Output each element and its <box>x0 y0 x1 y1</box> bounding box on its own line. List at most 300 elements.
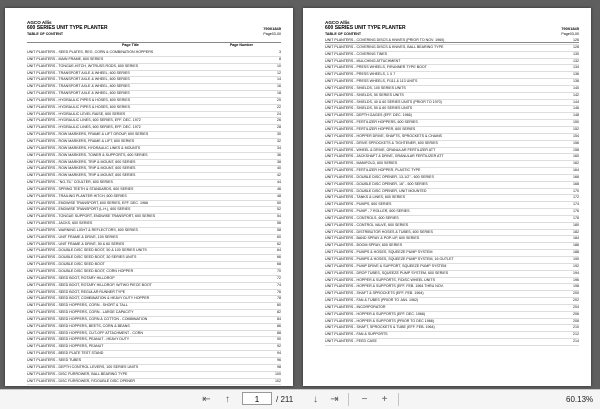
toc-row[interactable] <box>325 291 579 298</box>
toc-entry-page: 12 <box>277 70 281 75</box>
toc-entry-page: 78 <box>277 296 281 301</box>
toc-row[interactable] <box>325 305 579 312</box>
toc-entry-title: UNIT PLANTERS - DISC FURROWER, F/DOUBLE DISC OPENER <box>27 378 135 383</box>
toc-entry-title: UNIT PLANTERS - "NO-TIL" COULTER, 600 SERIES <box>27 180 113 185</box>
zoom-in-icon[interactable]: + <box>381 394 388 405</box>
toc-entry-title: UNIT PLANTERS - ROW MARKERS, FRAME & LIFT, 600 SERIES <box>27 138 135 143</box>
toc-row[interactable] <box>325 230 579 237</box>
toc-entry-page: 62 <box>277 241 281 246</box>
toc-entry-page: 152 <box>573 126 579 131</box>
toc-entry-page: 94 <box>277 351 281 356</box>
toc-entry-page: 128 <box>573 44 579 49</box>
toc-entry-title: UNIT PLANTERS - FAN & TUBES (PRIOR TO JAN. 1962) <box>325 298 419 303</box>
toc-row[interactable] <box>325 209 579 216</box>
toc-entry-title: UNIT PLANTERS - SEED TUBES <box>27 357 82 362</box>
part-number: 79001845 <box>263 26 281 31</box>
toc-entry-page: 196 <box>573 277 579 282</box>
toc-row[interactable] <box>325 278 579 285</box>
toc-row[interactable] <box>27 98 281 105</box>
toc-entry-title: UNIT PLANTERS - SEED HOPPERS, PEANUT <box>27 344 104 349</box>
toc-entry-page: 172 <box>573 195 579 200</box>
toc-row[interactable] <box>325 168 579 175</box>
toc-entry-page: 160 <box>573 154 579 159</box>
toc-entry-page: 162 <box>573 161 579 166</box>
toc-entry-title: UNIT PLANTERS - DOUBLE DISC OPENER, 16" - 600 SERIES <box>325 181 428 186</box>
next-page-icon[interactable]: ↓ <box>313 394 318 405</box>
toc-row[interactable] <box>325 257 579 264</box>
toc-row[interactable] <box>27 262 281 269</box>
toc-entry-title: UNIT PLANTERS - SEED BOOT, REGULAR RUNNER TYPE <box>27 289 126 294</box>
toc-entry-title: UNIT PLANTERS - TRANSPORT AXLE & WHEEL, 600 SERIES <box>27 91 130 96</box>
toc-entry-title: UNIT PLANTERS - DOUBLE DISC OPENER, 13-1/2" - 600 SERIES <box>325 174 434 179</box>
toc-entry-title: UNIT PLANTERS - HOPPER & SUPPORTS, F/DISC WHEEL UNITS <box>325 277 435 282</box>
toc-entry-title: UNIT PLANTERS - SEED HOPPERS, CUT-OFF ATTACHMENT - CORN <box>27 330 143 335</box>
toc-entry-title: UNIT PLANTERS - DISC FURROWER, BALL BEARING TYPE <box>27 371 128 376</box>
toc-entry-page: 206 <box>573 311 579 316</box>
toc-entry-page: 14 <box>277 77 281 82</box>
toc-entry-title: UNIT PLANTERS - ROW MARKERS, TRIP & MOUNT, 600 SERIES <box>27 166 136 171</box>
toc-row[interactable] <box>325 65 579 72</box>
page-range: Page03-00 <box>263 32 281 36</box>
toc-entry-page: 46 <box>277 186 281 191</box>
column-header-page: Page Number <box>229 43 253 47</box>
toc-entry-title: UNIT PLANTERS - SEED BOOT, ROTARY HILLDROP <box>27 275 115 280</box>
toc-row[interactable] <box>27 235 281 242</box>
toc-entry-page: 88 <box>277 330 281 335</box>
toc-entry-page: 168 <box>573 181 579 186</box>
toc-entry-page: 204 <box>573 304 579 309</box>
toc-entry-title: UNIT PLANTERS - PUMPS, 600 SERIES <box>325 202 392 207</box>
toc-entry-page: 50 <box>277 200 281 205</box>
toc-row[interactable] <box>27 57 281 64</box>
toc-row[interactable] <box>27 358 281 365</box>
document-page-right <box>303 8 591 386</box>
toc-entry-page: 86 <box>277 323 281 328</box>
toc-entry-page: 146 <box>573 106 579 111</box>
toc-row[interactable] <box>325 175 579 182</box>
toc-row[interactable] <box>325 154 579 161</box>
toc-row[interactable] <box>325 38 579 45</box>
toc-entry-title: UNIT PLANTERS - SEED HOPPERS, CORN - SHORT & TALL <box>27 303 128 308</box>
toc-entry-title: UNIT PLANTERS - SHIELDS, 100 SERIES UNITS <box>325 85 406 90</box>
toc-entry-page: 142 <box>573 92 579 97</box>
toc-entry-page: 166 <box>573 174 579 179</box>
zoom-out-icon[interactable]: − <box>361 394 368 405</box>
column-header-title: Page Title <box>122 43 139 47</box>
toc-entry-title: UNIT PLANTERS - HYDRAULIC LINES, 600 SERIES, EFF. DEC. 1972 <box>27 125 141 130</box>
toc-row[interactable] <box>27 324 281 331</box>
toc-entry-title: UNIT PLANTERS - DROP TUBES, SQUEEZE PUMP SYSTEM, 600 SERIES <box>325 270 449 275</box>
first-page-icon[interactable]: ⇤ <box>202 394 211 405</box>
toc-entry-title: UNIT PLANTERS - DISTRIBUTOR HOSES & TUBES, 600 SERIES <box>325 229 433 234</box>
toc-entry-page: 102 <box>275 378 281 383</box>
toc-row[interactable] <box>27 283 281 290</box>
toc-row[interactable] <box>325 264 579 271</box>
toc-heading: TABLE OF CONTENT <box>27 32 64 36</box>
toc-row[interactable] <box>27 276 281 283</box>
toc-entry-page: 22 <box>277 104 281 109</box>
toc-entry-page: 164 <box>573 168 579 173</box>
toc-entry-title: UNIT PLANTERS - SEED HOPPERS, CORN & COTTON - COMBINATION <box>27 316 148 321</box>
toc-entry-page: 182 <box>573 229 579 234</box>
toc-entry-title: UNIT PLANTERS - FERTILIZER HOPPER, PLASTIC TYPE <box>325 168 421 173</box>
toc-entry-title: UNIT PLANTERS - TRAILING PLANTER HITCH, 600 SERIES <box>27 193 127 198</box>
toc-entry-page: 136 <box>573 72 579 77</box>
toc-entry-title: UNIT PLANTERS - SEED BOOT, COMBINATION & HEAVY DUTY HOPPER <box>27 296 150 301</box>
toc-entry-page: 56 <box>277 221 281 226</box>
toc-row[interactable] <box>27 379 281 386</box>
toc-row[interactable] <box>325 93 579 100</box>
toc-entry-title: UNIT PLANTERS - CONTROL VALVE, 600 SERIES <box>325 222 409 227</box>
toc-entry-title: UNIT PLANTERS - FERTILIZER HOPPERS, 600 SERIES <box>325 120 418 125</box>
toc-entry-title: UNIT PLANTERS - PUMPS & HOSES, SQUEEZE PUMP SYSTEM, 16 OUTLET <box>325 257 454 261</box>
toc-entry-page: 42 <box>277 173 281 178</box>
toc-entry-page: 48 <box>277 193 281 198</box>
toc-entry-page: 68 <box>277 262 281 267</box>
toc-entry-title: UNIT PLANTERS - SEED HOPPERS, CORN - LARGE CAPACITY <box>27 310 134 315</box>
toc-entry-title: UNIT PLANTERS - PUMP DRIVE & SUPPORT, SQUEEZE PUMP SYSTEM <box>325 263 447 268</box>
toc-entry-page: 212 <box>573 332 579 337</box>
toc-entry-page: 40 <box>277 166 281 171</box>
toc-entry-title: UNIT PLANTERS - HYDRAULIC LEVEL RAISE, 600 SERIES <box>27 111 126 116</box>
toc-row[interactable] <box>27 173 281 180</box>
toc-row[interactable] <box>325 195 579 202</box>
toc-row[interactable] <box>27 269 281 276</box>
toc-entry-title: UNIT PLANTERS - HYDRAULIC PIPES & HOSES, 600 SERIES <box>27 97 130 102</box>
toc-entry-title: UNIT PLANTERS - SEED HOPPERS, BEETS, CORN & BEANS <box>27 323 130 328</box>
toc-entry-page: 18 <box>277 91 281 96</box>
toc-row[interactable] <box>325 325 579 332</box>
toc-row[interactable] <box>27 255 281 262</box>
toc-row[interactable] <box>325 312 579 319</box>
toc-row[interactable] <box>27 248 281 255</box>
toc-column-headers <box>27 43 281 49</box>
toc-row[interactable] <box>27 50 281 57</box>
toc-row[interactable] <box>27 310 281 317</box>
toc-entry-page: 70 <box>277 269 281 273</box>
toc-entry-page: 74 <box>277 282 281 287</box>
toc-entry-title: UNIT PLANTERS - TONGUE SUPPORT, ENDWISE TRANSPORT, 600 SERIES <box>27 214 156 219</box>
toc-row[interactable] <box>27 337 281 344</box>
toc-entry-page: 184 <box>573 236 579 241</box>
toc-entry-title: UNIT PLANTERS - TRANSPORT AXLE & WHEEL, 600 SERIES <box>27 70 130 75</box>
toc-entry-title: UNIT PLANTERS - DOUBLE DISC SEED BOOT, CORN HOPPER <box>27 269 134 273</box>
toc-entry-title: UNIT PLANTERS - FAN & SUPPORTS <box>325 332 388 337</box>
toc-entry-title: UNIT PLANTERS - INCORPORATOR <box>325 304 386 309</box>
toc-row[interactable] <box>27 187 281 194</box>
toc-entry-page: 186 <box>573 243 579 248</box>
toc-row[interactable] <box>27 84 281 91</box>
toc-entry-page: 52 <box>277 207 281 212</box>
toc-row[interactable] <box>325 141 579 148</box>
toc-row[interactable] <box>325 339 579 346</box>
toc-entry-page: 66 <box>277 255 281 260</box>
brand-name: AGCO Allis <box>325 20 350 25</box>
toc-entry-title: UNIT PLANTERS - HOPPER & SUPPORTS (PRIOR TO DEC 1966) <box>325 318 434 323</box>
toc-entry-title: UNIT PLANTERS - TANKS & LINES, 600 SERIES <box>325 195 406 200</box>
toc-row[interactable] <box>325 189 579 196</box>
toc-entry-page: 180 <box>573 222 579 227</box>
toc-entry-page: 82 <box>277 310 281 315</box>
toc-entry-title: UNIT PLANTERS - MULCHING ATTACHMENT <box>325 58 401 63</box>
toc-row[interactable] <box>27 344 281 351</box>
toc-entry-page: 194 <box>573 270 579 275</box>
toc-row[interactable] <box>325 216 579 223</box>
toc-row[interactable] <box>27 296 281 303</box>
toc-list <box>27 50 281 385</box>
toc-entry-title: UNIT PLANTERS - TRANSPORT AXLE & WHEEL, 600 SERIES <box>27 84 130 89</box>
toc-entry-title: UNIT PLANTERS - HYDRAULIC LINES, 600 SERIES, EFF. DEC. 1972 <box>27 118 141 123</box>
toc-row[interactable] <box>27 132 281 139</box>
toc-row[interactable] <box>27 105 281 112</box>
toc-entry-page: 10 <box>277 63 281 68</box>
toc-entry-title: UNIT PLANTERS - UNIT FRAME & DRIVE, 100 SERIES <box>27 234 118 239</box>
toc-row[interactable] <box>325 79 579 86</box>
toc-entry-title: UNIT PLANTERS - CONTROLS, 600 SERIES <box>325 215 399 220</box>
toc-entry-page: 154 <box>573 133 579 138</box>
toc-row[interactable] <box>27 221 281 228</box>
toc-entry-page: 60 <box>277 234 281 239</box>
toc-row[interactable] <box>27 139 281 146</box>
toc-entry-title: UNIT PLANTERS - TONGUE-HITCH, W/TRUSS RODS, 600 SERIES <box>27 63 139 68</box>
toc-row[interactable] <box>325 86 579 93</box>
toc-row[interactable] <box>325 72 579 79</box>
toc-entry-page: 148 <box>573 113 579 118</box>
toc-entry-page: 134 <box>573 65 579 70</box>
toc-entry-page: 36 <box>277 152 281 157</box>
toc-row[interactable] <box>27 180 281 187</box>
toc-entry-title: UNIT PLANTERS - SEED PLATES, REG. CORN & COMBINATION HOPPERS <box>27 50 154 54</box>
toc-entry-page: 170 <box>573 188 579 193</box>
part-number: 79001845 <box>561 26 579 31</box>
toc-row[interactable] <box>325 127 579 134</box>
toc-entry-page: 92 <box>277 344 281 349</box>
toc-entry-page: 98 <box>277 364 281 369</box>
toolbar-divider <box>398 393 399 406</box>
toc-entry-title: UNIT PLANTERS - PUMP - 7 ROLLER, 600 SERIES <box>325 209 410 214</box>
toc-row[interactable] <box>325 284 579 291</box>
toc-entry-title: UNIT PLANTERS - DEPTH GAGES (EFF. DEC. 1966) <box>325 113 412 118</box>
toc-entry-page: 210 <box>573 325 579 330</box>
toc-row[interactable] <box>27 214 281 221</box>
toc-row[interactable] <box>325 182 579 189</box>
toc-entry-title: UNIT PLANTERS - DOUBLE DISC SEED BOOT <box>27 262 105 267</box>
toc-entry-page: 80 <box>277 303 281 308</box>
toc-entry-title: UNIT PLANTERS - ENDWISE TRANSPORT (L.H.), 600 SERIES <box>27 207 131 212</box>
toc-row[interactable] <box>27 153 281 160</box>
toc-row[interactable] <box>27 228 281 235</box>
document-title: 600 SERIES UNIT TYPE PLANTER <box>27 25 108 31</box>
toc-row[interactable] <box>325 134 579 141</box>
toc-row[interactable] <box>325 319 579 326</box>
toc-entry-page: 64 <box>277 248 281 253</box>
toc-row[interactable] <box>325 243 579 250</box>
toc-entry-page: 72 <box>277 275 281 280</box>
toc-entry-page: 76 <box>277 289 281 294</box>
toc-entry-title: UNIT PLANTERS - SHIELDS, 50 & 60 SERIES UNITS <box>325 106 413 111</box>
toc-entry-title: UNIT PLANTERS - SPRING TEETH & STANDARDS, 600 SERIES <box>27 186 134 191</box>
toc-entry-title: UNIT PLANTERS - HYDRAULIC PIPES & HOSES, 600 SERIES <box>27 104 130 109</box>
toc-entry-page: 198 <box>573 284 579 289</box>
toc-entry-page: 176 <box>573 209 579 214</box>
toc-entry-title: UNIT PLANTERS - SHAFT, SPROCKETS & TUBE (EFF. FEB. 1964) <box>325 325 435 330</box>
toc-entry-title: UNIT PLANTERS - COVERING DISCS & KNIVES (PRIOR TO NOV. 1960) <box>325 38 445 42</box>
toc-entry-title: UNIT PLANTERS - PRESS WHEELS, 1 X 7 <box>325 72 396 77</box>
toc-row[interactable] <box>325 100 579 107</box>
toc-row[interactable] <box>27 242 281 249</box>
toc-entry-title: UNIT PLANTERS - TRANSPORT AXLE & WHEEL, 600 SERIES <box>27 77 130 82</box>
toc-entry-title: UNIT PLANTERS - FERTILIZER HOPPER, 600 SERIES <box>325 126 416 131</box>
toc-entry-title: UNIT PLANTERS - MAIN FRAME, 600 SERIES <box>27 56 104 61</box>
toc-row[interactable] <box>325 161 579 168</box>
toc-row[interactable] <box>27 365 281 372</box>
toc-entry-page: 130 <box>573 51 579 56</box>
toc-entry-title: UNIT PLANTERS - ENDWISE TRANSPORT, 600 SERIES, EFF. DEC. 1966 <box>27 200 149 205</box>
toc-row[interactable] <box>27 77 281 84</box>
toc-entry-page: 208 <box>573 318 579 323</box>
toc-entry-title: UNIT PLANTERS - HOPPER & SUPPORTS (EFF. DEC. 1966) <box>325 311 426 316</box>
toc-entry-page: 144 <box>573 99 579 104</box>
toc-entry-title: UNIT PLANTERS - UNIT FRAME & DRIVE, 50 & 60 SERIES <box>27 241 125 246</box>
toc-row[interactable] <box>325 148 579 155</box>
toc-entry-page: 140 <box>573 85 579 90</box>
toc-entry-page: 3 <box>279 50 281 54</box>
toc-entry-title: UNIT PLANTERS - WHEEL & DRIVE, GRANULAR FERTILIZER ATT <box>325 147 436 152</box>
toc-entry-page: 126 <box>573 38 579 42</box>
toc-entry-title: UNIT PLANTERS - MANIFOLD, 600 SERIES <box>325 161 398 166</box>
toc-entry-title: UNIT PLANTERS - BEED PLATE TEST STAND <box>27 351 104 356</box>
toc-row[interactable] <box>325 298 579 305</box>
toc-entry-title: UNIT PLANTERS - ROW MARKERS, TOWER & SUPPORTS, 600 SERIES <box>27 152 148 157</box>
last-page-icon[interactable]: ⇥ <box>330 394 339 405</box>
toc-row[interactable] <box>27 372 281 379</box>
toc-row[interactable] <box>27 160 281 167</box>
toc-entry-title: UNIT PLANTERS - PRESS WHEELS, F/RUNNER TYPE BOOT <box>325 65 427 70</box>
toc-entry-page: 132 <box>573 58 579 63</box>
toc-entry-page: 200 <box>573 291 579 296</box>
toc-row[interactable] <box>325 120 579 127</box>
toc-entry-title: UNIT PLANTERS - HOPPER & SUPPORTS (EFF. FEB. 1964 THRU NOV. <box>325 284 444 289</box>
toc-entry-title: UNIT PLANTERS - JACKS, 600 SERIES <box>27 221 93 226</box>
toc-entry-title: UNIT PLANTERS - COVERING TINES <box>325 51 388 56</box>
zoom-level[interactable]: 60.13% <box>566 395 594 404</box>
toc-heading: TABLE OF CONTENT <box>325 32 362 36</box>
toc-entry-title: UNIT PLANTERS - BOOM SPRAY, 600 SERIES <box>325 243 403 248</box>
toc-entry-title: UNIT PLANTERS - HOPPER DRIVE, SHAFTS, SPROCKETS & CHAINS <box>325 133 442 138</box>
toc-row[interactable] <box>27 64 281 71</box>
toc-entry-page: 96 <box>277 357 281 362</box>
toc-entry-title: UNIT PLANTERS - ROW MARKERS, HYDRAULIC LINES & MOUNTS <box>27 145 141 150</box>
toc-entry-title: UNIT PLANTERS - PRESS WHEELS, F/111 & 113 UNITS <box>325 79 418 84</box>
document-title: 600 SERIES UNIT TYPE PLANTER <box>325 25 406 31</box>
toc-entry-title: UNIT PLANTERS - SHIELDS, 50 SERIES UNITS <box>325 92 404 97</box>
toc-entry-title: UNIT PLANTERS - BAND SPRAY & POP-UP, 600 SERIES <box>325 236 420 241</box>
toc-entry-page: 138 <box>573 79 579 84</box>
page-range: Page03-00 <box>561 32 579 36</box>
toc-row[interactable] <box>325 250 579 257</box>
toc-row[interactable] <box>27 71 281 78</box>
page-total: / 211 <box>276 395 294 404</box>
toc-row[interactable] <box>27 351 281 358</box>
toc-entry-title: UNIT PLANTERS - DOUBLE DISC SEED BOOT, 30 SERIES UNITS <box>27 255 137 260</box>
toc-entry-page: 34 <box>277 145 281 150</box>
toc-entry-title: UNIT PLANTERS - SEED HOPPERS, PEANUT - HEAVY DUTY <box>27 337 130 342</box>
toc-entry-page: 190 <box>573 257 579 261</box>
toc-row[interactable] <box>325 202 579 209</box>
toc-row[interactable] <box>325 52 579 59</box>
toc-entry-title: UNIT PLANTERS - FEED CASE <box>325 339 377 344</box>
toc-entry-page: 84 <box>277 316 281 321</box>
toc-entry-title: UNIT PLANTERS - ROW MARKERS, FRAME & LIFT GROUP, 600 SERIES <box>27 132 149 137</box>
toc-entry-page: 202 <box>573 298 579 303</box>
toc-row[interactable] <box>27 166 281 173</box>
viewer-toolbar <box>0 389 600 409</box>
toc-entry-page: 90 <box>277 337 281 342</box>
toc-row[interactable] <box>27 331 281 338</box>
toc-entry-title: UNIT PLANTERS - COVERING DISCS & KNIVES, BALL BEARING TYPE <box>325 44 444 49</box>
toc-entry-title: UNIT PLANTERS - PUMPS & HOSES, SQUEEZE PUMP SYSTEM <box>325 250 433 255</box>
toc-row[interactable] <box>27 194 281 201</box>
toc-row[interactable] <box>27 201 281 208</box>
toc-list <box>325 38 579 346</box>
toc-row[interactable] <box>325 271 579 278</box>
toc-row[interactable] <box>325 236 579 243</box>
toc-row[interactable] <box>325 113 579 120</box>
toc-row[interactable] <box>27 317 281 324</box>
toc-entry-page: 20 <box>277 97 281 102</box>
toc-row[interactable] <box>27 91 281 98</box>
toc-entry-page: 54 <box>277 214 281 219</box>
toc-entry-page: 192 <box>573 263 579 268</box>
toc-row[interactable] <box>325 223 579 230</box>
toc-row[interactable] <box>27 125 281 132</box>
toc-row[interactable] <box>27 303 281 310</box>
toc-entry-page: 158 <box>573 147 579 152</box>
toc-row[interactable] <box>27 207 281 214</box>
toc-entry-page: 26 <box>277 118 281 123</box>
toc-row[interactable] <box>27 118 281 125</box>
toc-row[interactable] <box>325 45 579 52</box>
toc-entry-title: UNIT PLANTERS - ROW MARKERS, TRIP & MOUNT, 600 SERIES <box>27 173 136 178</box>
toc-row[interactable] <box>325 59 579 66</box>
toc-entry-page: 44 <box>277 180 281 185</box>
brand-name: AGCO Allis <box>27 20 52 25</box>
toc-entry-title: UNIT PLANTERS - SEED BOOT, ROTARY HILLDROP, W/TWO PIECE BOOT <box>27 282 152 287</box>
toc-row[interactable] <box>325 332 579 339</box>
toc-entry-title: UNIT PLANTERS - DOUBLE DISC OPENER, UNIT MOUNTED <box>325 188 427 193</box>
toc-entry-page: 30 <box>277 132 281 137</box>
toc-entry-title: UNIT PLANTERS - SHAFT & SPROCKETS (EFF. FEB. 1964) <box>325 291 424 296</box>
toc-row[interactable] <box>325 106 579 113</box>
toc-entry-page: 174 <box>573 202 579 207</box>
page-number-input[interactable]: 1 <box>242 392 272 405</box>
toc-row[interactable] <box>27 112 281 119</box>
toc-entry-title: UNIT PLANTERS - DEPTH CONTROL LEVERS, 100 SERIES UNITS <box>27 364 139 369</box>
toc-row[interactable] <box>27 146 281 153</box>
toc-entry-title: UNIT PLANTERS - DRIVE SPROCKETS & TIGHTENER, 600 SERIES <box>325 140 438 145</box>
toc-row[interactable] <box>27 290 281 297</box>
toolbar-divider <box>348 393 349 406</box>
toc-entry-page: 58 <box>277 227 281 232</box>
toc-entry-page: 100 <box>275 371 281 376</box>
toc-entry-title: UNIT PLANTERS - WARNING LIGHT & REFLECTORS, 600 SERIES <box>27 227 138 232</box>
toc-entry-page: 16 <box>277 84 281 89</box>
toc-entry-page: 178 <box>573 215 579 220</box>
toc-entry-title: UNIT PLANTERS - SHIELDS, 40 & 60 SERIES UNITS (PRIOR TO 1970) <box>325 99 442 104</box>
toc-entry-page: 214 <box>573 339 579 344</box>
prev-page-icon[interactable]: ↑ <box>225 394 230 405</box>
toc-entry-page: 28 <box>277 125 281 130</box>
